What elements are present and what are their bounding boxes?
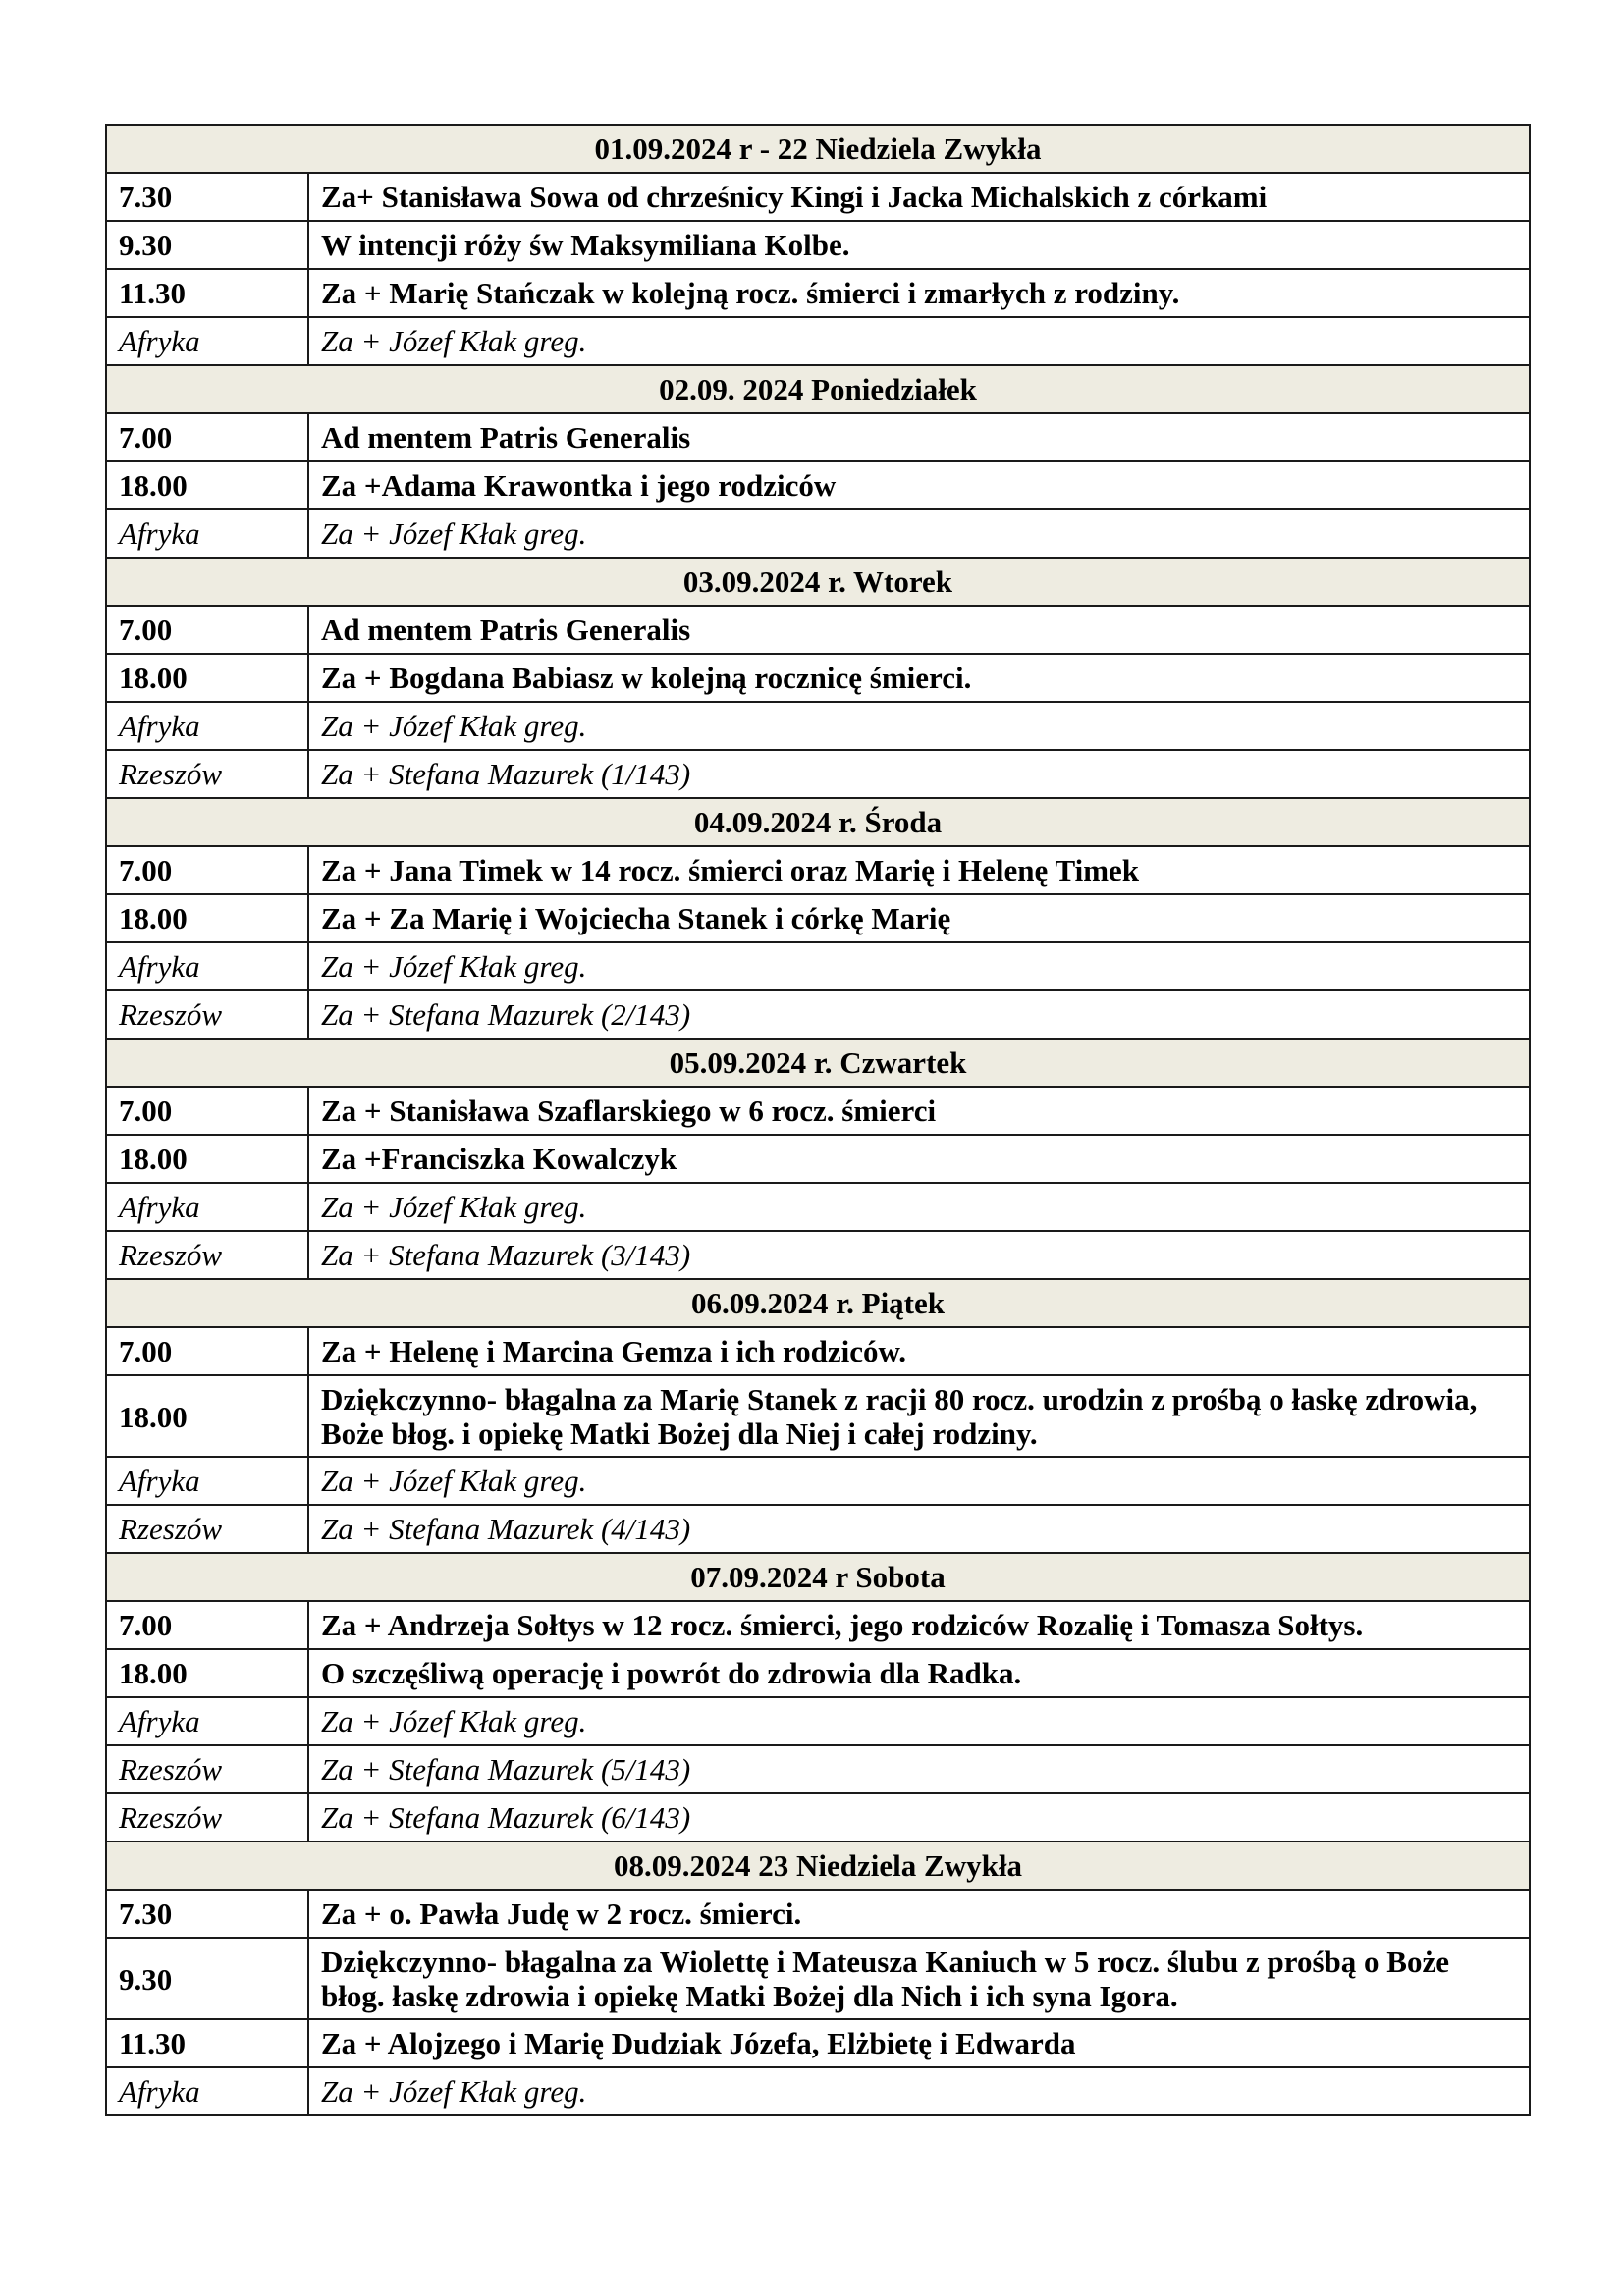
mass-time: 7.00 bbox=[106, 846, 308, 894]
intention-text: Za + Stefana Mazurek (4/143) bbox=[308, 1505, 1530, 1553]
mass-time: 7.00 bbox=[106, 606, 308, 654]
intention-text: Za + Józef Kłak greg. bbox=[308, 702, 1530, 750]
intention-text: Za + Stefana Mazurek (3/143) bbox=[308, 1231, 1530, 1279]
mass-intention-row bbox=[106, 413, 1530, 461]
intention-text: Za + Józef Kłak greg. bbox=[308, 509, 1530, 558]
intention-location: Afryka bbox=[106, 509, 308, 558]
mass-time: 7.00 bbox=[106, 1327, 308, 1375]
mass-time: 18.00 bbox=[106, 1375, 308, 1457]
mass-intention-row bbox=[106, 461, 1530, 509]
day-header: 07.09.2024 r Sobota bbox=[106, 1553, 1530, 1601]
location-intention-row bbox=[106, 317, 1530, 365]
mass-intention-row bbox=[106, 1938, 1530, 2019]
day-header-row bbox=[106, 1279, 1530, 1327]
intention-text: Za + Andrzeja Sołtys w 12 rocz. śmierci, jego rodziców Rozalię i Tomasza Sołtys. bbox=[308, 1601, 1530, 1649]
location-intention-row bbox=[106, 990, 1530, 1039]
intention-location: Afryka bbox=[106, 317, 308, 365]
intention-text: Za + Jana Timek w 14 rocz. śmierci oraz Marię i Helenę Timek bbox=[308, 846, 1530, 894]
mass-intention-row bbox=[106, 1649, 1530, 1697]
day-header: 05.09.2024 r. Czwartek bbox=[106, 1039, 1530, 1087]
location-intention-row bbox=[106, 1697, 1530, 1745]
mass-intention-row bbox=[106, 1375, 1530, 1457]
intention-text: Ad mentem Patris Generalis bbox=[308, 606, 1530, 654]
intention-text: Ad mentem Patris Generalis bbox=[308, 413, 1530, 461]
day-header: 01.09.2024 r - 22 Niedziela Zwykła bbox=[106, 125, 1530, 173]
day-header: 08.09.2024 23 Niedziela Zwykła bbox=[106, 1842, 1530, 1890]
mass-time: 7.00 bbox=[106, 1601, 308, 1649]
mass-time: 18.00 bbox=[106, 1649, 308, 1697]
mass-time: 18.00 bbox=[106, 1135, 308, 1183]
location-intention-row bbox=[106, 509, 1530, 558]
intention-text: W intencji róży św Maksymiliana Kolbe. bbox=[308, 221, 1530, 269]
intention-text: Za+ Stanisława Sowa od chrześnicy Kingi i Jacka Michalskich z córkami bbox=[308, 173, 1530, 221]
intention-text: Za + Józef Kłak greg. bbox=[308, 1183, 1530, 1231]
mass-intention-row bbox=[106, 1327, 1530, 1375]
location-intention-row bbox=[106, 750, 1530, 798]
mass-time: 11.30 bbox=[106, 2019, 308, 2067]
mass-intention-row bbox=[106, 654, 1530, 702]
mass-intention-row bbox=[106, 846, 1530, 894]
location-intention-row bbox=[106, 702, 1530, 750]
intention-location: Afryka bbox=[106, 1697, 308, 1745]
day-header-row bbox=[106, 798, 1530, 846]
intention-text: Za +Adama Krawontka i jego rodziców bbox=[308, 461, 1530, 509]
day-header-row bbox=[106, 125, 1530, 173]
intention-text: Za + Józef Kłak greg. bbox=[308, 942, 1530, 990]
location-intention-row bbox=[106, 1231, 1530, 1279]
intention-text: Za + Stefana Mazurek (2/143) bbox=[308, 990, 1530, 1039]
mass-intentions-table bbox=[105, 124, 1531, 2116]
intention-location: Afryka bbox=[106, 1457, 308, 1505]
day-header-row bbox=[106, 1039, 1530, 1087]
intention-text: Za + Stefana Mazurek (1/143) bbox=[308, 750, 1530, 798]
mass-intention-row bbox=[106, 1601, 1530, 1649]
day-header: 06.09.2024 r. Piątek bbox=[106, 1279, 1530, 1327]
mass-intention-row bbox=[106, 1087, 1530, 1135]
intention-location: Afryka bbox=[106, 942, 308, 990]
mass-time: 18.00 bbox=[106, 461, 308, 509]
intention-text: Za + Józef Kłak greg. bbox=[308, 317, 1530, 365]
intention-text: Za + Stefana Mazurek (6/143) bbox=[308, 1793, 1530, 1842]
intention-text: O szczęśliwą operację i powrót do zdrowia dla Radka. bbox=[308, 1649, 1530, 1697]
mass-intention-row bbox=[106, 269, 1530, 317]
intention-text: Za + Józef Kłak greg. bbox=[308, 2067, 1530, 2115]
mass-intention-row bbox=[106, 221, 1530, 269]
intention-text: Za + Stanisława Szaflarskiego w 6 rocz. śmierci bbox=[308, 1087, 1530, 1135]
mass-intention-row bbox=[106, 1890, 1530, 1938]
location-intention-row bbox=[106, 1457, 1530, 1505]
intention-location: Rzeszów bbox=[106, 1505, 308, 1553]
location-intention-row bbox=[106, 1183, 1530, 1231]
intention-text: Za + Marię Stańczak w kolejną rocz. śmierci i zmarłych z rodziny. bbox=[308, 269, 1530, 317]
day-header-row bbox=[106, 365, 1530, 413]
location-intention-row bbox=[106, 1505, 1530, 1553]
day-header-row bbox=[106, 1553, 1530, 1601]
mass-intention-row bbox=[106, 606, 1530, 654]
intention-location: Rzeszów bbox=[106, 1231, 308, 1279]
mass-time: 11.30 bbox=[106, 269, 308, 317]
location-intention-row bbox=[106, 942, 1530, 990]
mass-time: 18.00 bbox=[106, 894, 308, 942]
intention-location: Rzeszów bbox=[106, 1745, 308, 1793]
intention-text: Za + Józef Kłak greg. bbox=[308, 1697, 1530, 1745]
intention-text: Za + Stefana Mazurek (5/143) bbox=[308, 1745, 1530, 1793]
mass-time: 7.30 bbox=[106, 173, 308, 221]
location-intention-row bbox=[106, 2067, 1530, 2115]
mass-time: 7.00 bbox=[106, 1087, 308, 1135]
mass-time: 18.00 bbox=[106, 654, 308, 702]
intention-location: Afryka bbox=[106, 2067, 308, 2115]
day-header: 03.09.2024 r. Wtorek bbox=[106, 558, 1530, 606]
location-intention-row bbox=[106, 1793, 1530, 1842]
mass-intention-row bbox=[106, 173, 1530, 221]
mass-time: 7.00 bbox=[106, 413, 308, 461]
mass-intentions-body bbox=[106, 125, 1530, 2115]
day-header: 04.09.2024 r. Środa bbox=[106, 798, 1530, 846]
mass-intention-row bbox=[106, 894, 1530, 942]
day-header-row bbox=[106, 1842, 1530, 1890]
mass-intention-row bbox=[106, 2019, 1530, 2067]
intention-location: Afryka bbox=[106, 702, 308, 750]
intention-text: Za + Józef Kłak greg. bbox=[308, 1457, 1530, 1505]
intention-location: Afryka bbox=[106, 1183, 308, 1231]
intention-text: Za +Franciszka Kowalczyk bbox=[308, 1135, 1530, 1183]
intention-text: Za + o. Pawła Judę w 2 rocz. śmierci. bbox=[308, 1890, 1530, 1938]
intention-text: Za + Helenę i Marcina Gemza i ich rodziców. bbox=[308, 1327, 1530, 1375]
intention-location: Rzeszów bbox=[106, 750, 308, 798]
intention-text: Za + Za Marię i Wojciecha Stanek i córkę Marię bbox=[308, 894, 1530, 942]
mass-time: 7.30 bbox=[106, 1890, 308, 1938]
day-header-row bbox=[106, 558, 1530, 606]
intention-location: Rzeszów bbox=[106, 1793, 308, 1842]
intention-text: Za + Bogdana Babiasz w kolejną rocznicę śmierci. bbox=[308, 654, 1530, 702]
intention-text: Dziękczynno- błagalna za Wiolettę i Mateusza Kaniuch w 5 rocz. ślubu z prośbą o Boże błog. łaskę zdrowia i opiekę Matki Bożej dla Nich i ich syna Igora. bbox=[308, 1938, 1530, 2019]
intention-text: Dziękczynno- błagalna za Marię Stanek z racji 80 rocz. urodzin z prośbą o łaskę zdrowia, Boże błog. i opiekę Matki Bożej dla Niej i całej rodziny. bbox=[308, 1375, 1530, 1457]
mass-time: 9.30 bbox=[106, 221, 308, 269]
intention-text: Za + Alojzego i Marię Dudziak Józefa, Elżbietę i Edwarda bbox=[308, 2019, 1530, 2067]
mass-intention-row bbox=[106, 1135, 1530, 1183]
intention-location: Rzeszów bbox=[106, 990, 308, 1039]
mass-time: 9.30 bbox=[106, 1938, 308, 2019]
day-header: 02.09. 2024 Poniedziałek bbox=[106, 365, 1530, 413]
location-intention-row bbox=[106, 1745, 1530, 1793]
